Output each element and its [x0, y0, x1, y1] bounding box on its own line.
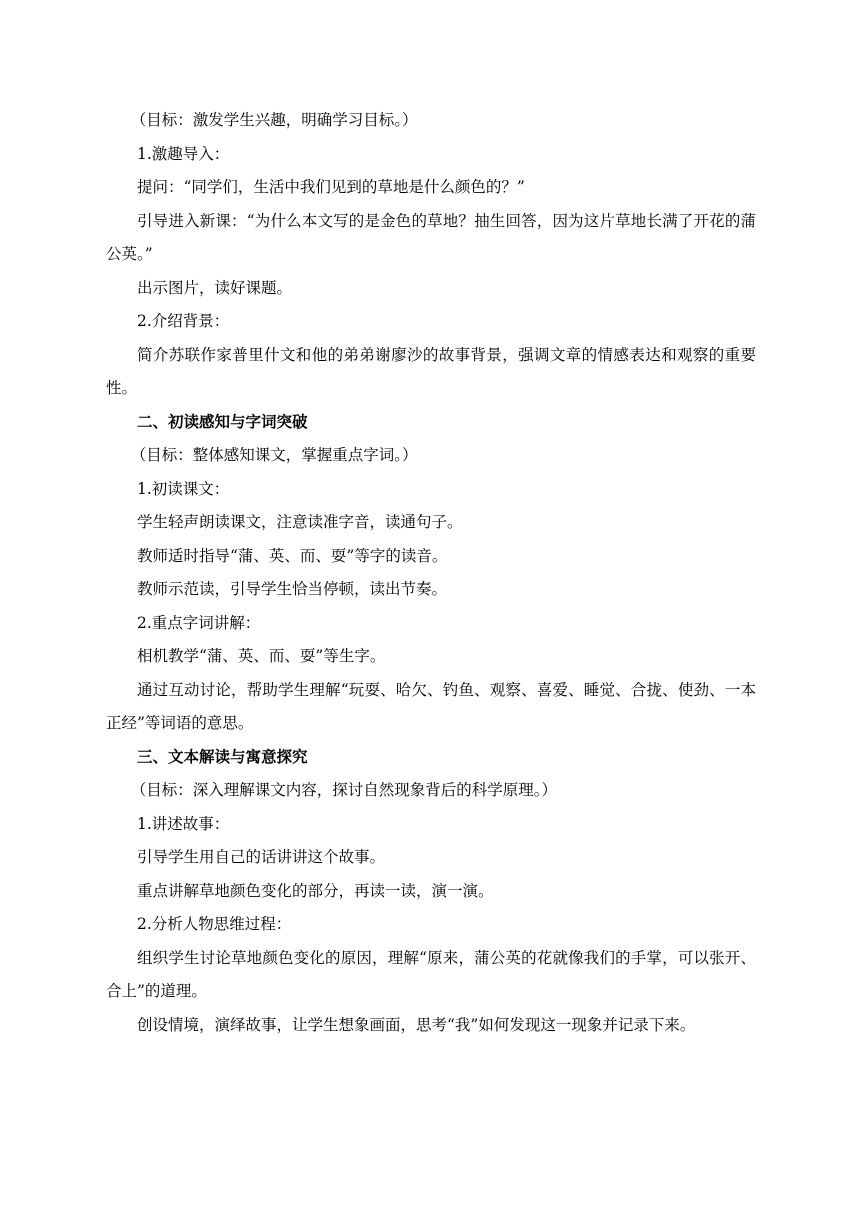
section3-item2-discuss: 组织学生讨论草地颜色变化的原因，理解“原来，蒲公英的花就像我们的手掌，可以张开、合上”的道理。 [106, 948, 756, 1000]
section3-item1-title: 1.讲述故事： [137, 814, 230, 833]
section2-item1-guide: 教师适时指导“蒲、英、而、耍”等字的读音。 [137, 546, 448, 565]
section3-item2-title: 2.分析人物思维过程： [137, 915, 292, 933]
section3-heading: 三、文本解读与寓意探究 [137, 747, 308, 766]
section2-item1-title: 1.初读课文： [137, 479, 230, 498]
section3-goal: （目标：深入理解课文内容，探讨自然现象背后的科学原理。） [130, 781, 558, 799]
section1-item2-background: 简介苏联作家普里什文和他的弟弟谢廖沙的故事背景，强调文章的情感表达和观察的重要性。 [106, 345, 756, 397]
section3-item1-retell: 引导学生用自己的话讲讲这个故事。 [137, 848, 386, 866]
section1-item2-title: 2.介绍背景： [137, 312, 230, 330]
section2-heading: 二、初读感知与字词突破 [137, 412, 308, 431]
section2-goal: （目标：整体感知课文，掌握重点字词。） [130, 446, 418, 464]
section2-item2-chars: 相机教学“蒲、英、而、耍”等生字。 [137, 647, 386, 665]
section3-item2-scenario: 创设情境，演绎故事，让学生想象画面，思考“我”如何发现这一现象并记录下来。 [137, 1015, 696, 1034]
section1-goal: （目标：激发学生兴趣，明确学习目标。） [130, 111, 418, 129]
document-page [106, 104, 756, 1042]
section2-item1-demo: 教师示范读，引导学生恰当停顿，读出节奏。 [137, 580, 448, 598]
section1-item1-title: 1.激趣导入： [137, 144, 230, 163]
section1-item1-picture: 出示图片，读好课题。 [137, 278, 293, 297]
section2-item1-read: 学生轻声朗读课文，注意读准字音，读通句子。 [137, 513, 463, 531]
section1-item1-guide: 引导进入新课：“为什么本文写的是金色的草地？抽生回答，因为这片草地长满了开花的蒲公英。” [106, 211, 756, 263]
section2-item2-words: 通过互动讨论，帮助学生理解“玩耍、哈欠、钓鱼、观察、喜爱、睡觉、合拢、使劲、一本正经”等词语的意思。 [106, 680, 756, 732]
section2-item2-title: 2.重点字词讲解： [137, 613, 261, 632]
section1-item1-question: 提问：“同学们，生活中我们见到的草地是什么颜色的？” [137, 178, 525, 196]
section3-item1-focus: 重点讲解草地颜色变化的部分，再读一读，演一演。 [137, 881, 494, 900]
